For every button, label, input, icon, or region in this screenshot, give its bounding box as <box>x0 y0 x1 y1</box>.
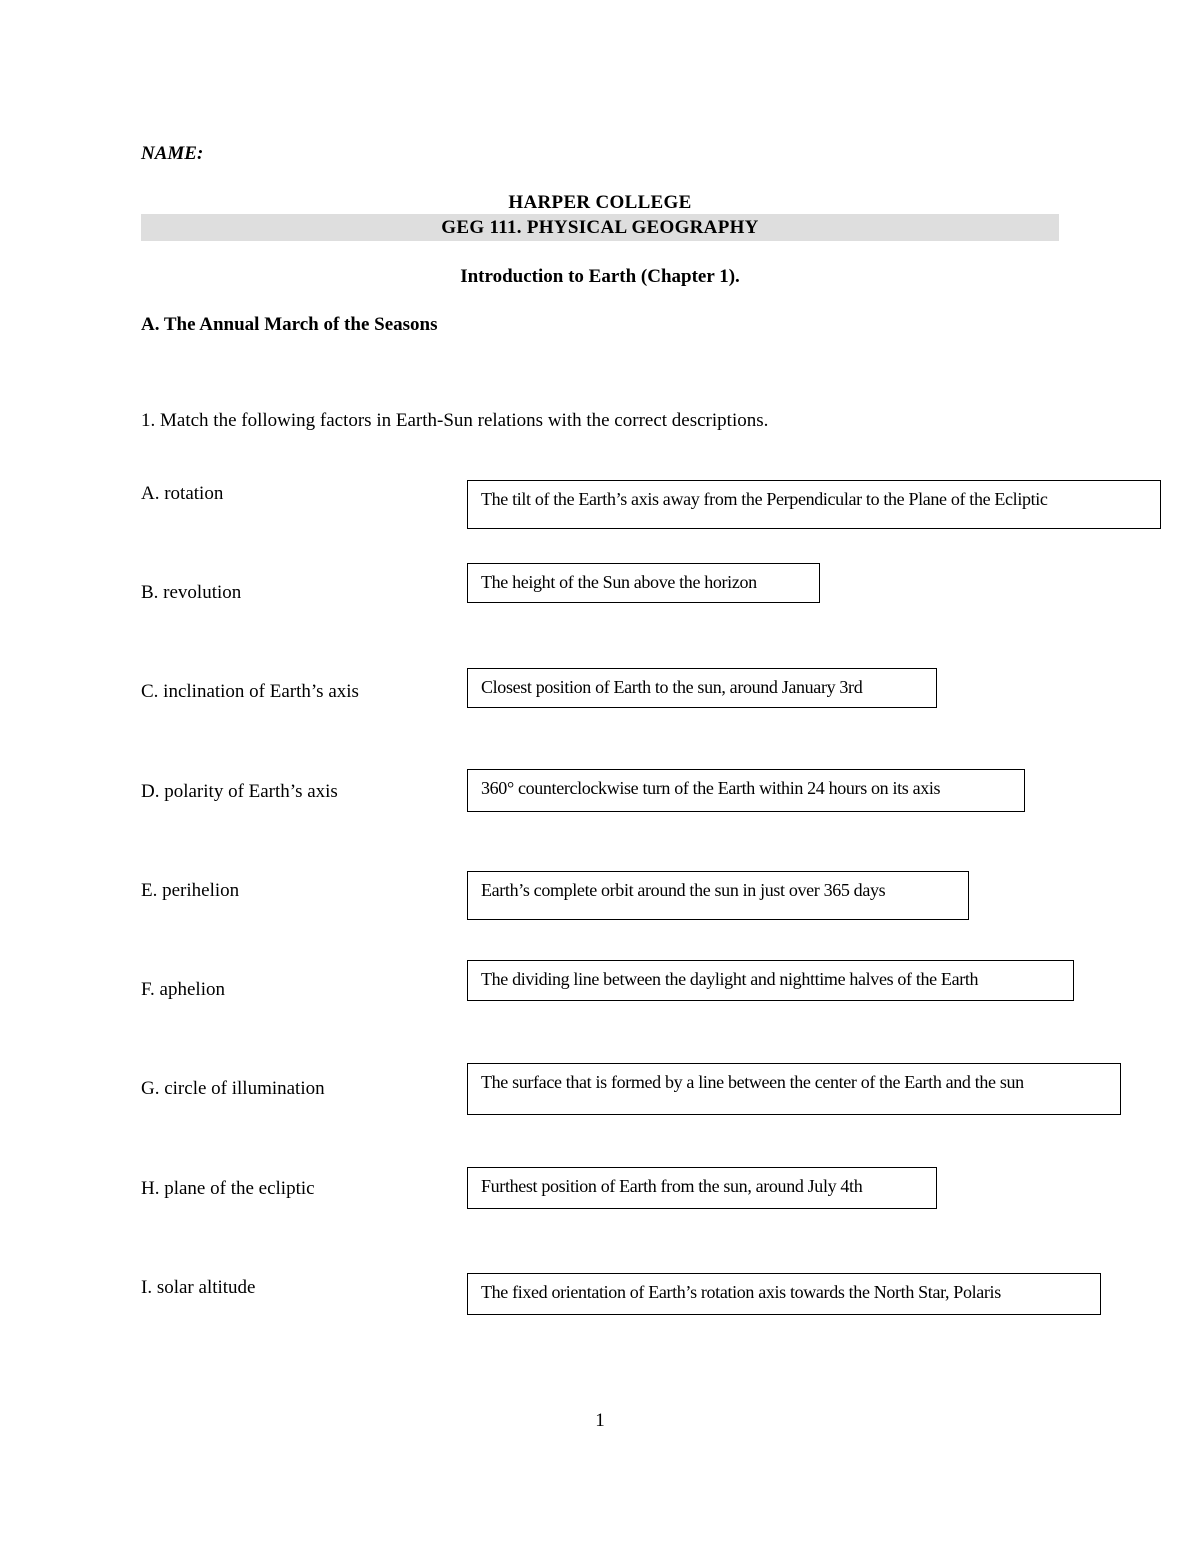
course-title: GEG 111. PHYSICAL GEOGRAPHY <box>441 217 759 238</box>
description-box: The dividing line between the daylight and nighttime halves of the Earth <box>467 960 1074 1001</box>
description-box: Earth’s complete orbit around the sun in just over 365 days <box>467 871 969 920</box>
description-box: The surface that is formed by a line between the center of the Earth and the sun <box>467 1063 1121 1115</box>
description-box: The height of the Sun above the horizon <box>467 563 820 603</box>
term-perihelion: E. perihelion <box>141 880 240 901</box>
term-revolution: B. revolution <box>141 582 242 603</box>
college-name: HARPER COLLEGE <box>508 192 692 213</box>
term-solar-altitude: I. solar altitude <box>141 1277 256 1298</box>
term-aphelion: F. aphelion <box>141 979 225 1000</box>
description-box: The tilt of the Earth’s axis away from the Perpendicular to the Plane of the Ecliptic <box>467 480 1161 529</box>
page-number: 1 <box>595 1410 605 1431</box>
name-label: NAME: <box>141 143 204 164</box>
section-heading: A. The Annual March of the Seasons <box>141 314 438 335</box>
description-box: Closest position of Earth to the sun, around January 3rd <box>467 668 937 708</box>
term-inclination: C. inclination of Earth’s axis <box>141 681 359 702</box>
term-polarity: D. polarity of Earth’s axis <box>141 781 338 802</box>
description-box: The fixed orientation of Earth’s rotation axis towards the North Star, Polaris <box>467 1273 1101 1315</box>
description-box: Furthest position of Earth from the sun, around July 4th <box>467 1167 937 1209</box>
description-box: 360° counterclockwise turn of the Earth within 24 hours on its axis <box>467 769 1025 812</box>
chapter-title: Introduction to Earth (Chapter 1). <box>460 266 740 287</box>
question-prompt: 1. Match the following factors in Earth-Sun relations with the correct descriptions. <box>141 410 769 431</box>
term-circle-of-illumination: G. circle of illumination <box>141 1078 325 1099</box>
term-plane-of-ecliptic: H. plane of the ecliptic <box>141 1178 315 1199</box>
term-rotation: A. rotation <box>141 483 224 504</box>
